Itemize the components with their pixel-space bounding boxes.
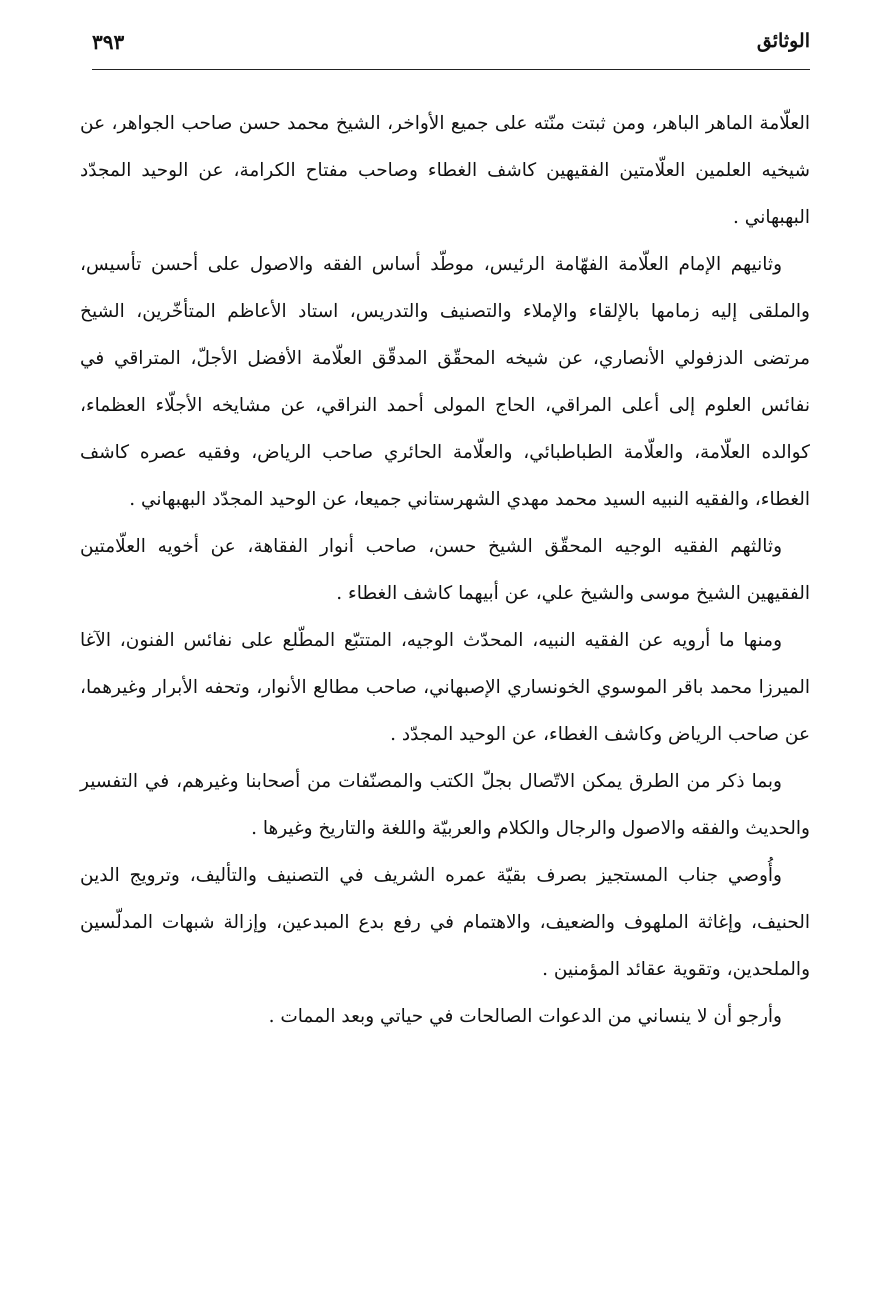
body-text xyxy=(80,100,810,1040)
paragraph-6: وأُوصي جناب المستجيز بصرف بقيّة عمره الشريف في التصنيف والتأليف، وترويج الدين الحنيف، وإغاثة الملهوف والضعيف، والاهتمام في رفع بدع المبدعين، وإزالة شبهات المدلّسين والملحدين، وتقوية عقائد المؤمنين . xyxy=(80,865,810,980)
page-header xyxy=(92,26,810,70)
paragraph-3: وثالثهم الفقيه الوجيه المحقّق الشيخ حسن، صاحب أنوار الفقاهة، عن أخويه العلّامتين الفقيهين الشيخ موسى والشيخ علي، عن أبيهما كاشف الغطاء . xyxy=(80,536,810,604)
paragraph-4: ومنها ما أرويه عن الفقيه النبيه، المحدّث الوجيه، المتتبّع المطّلع على نفائس الفنون، الآغا الميرزا محمد باقر الموسوي الخونساري الإصبهاني، صاحب مطالع الأنوار، وتحفه الأبرار وغيرهما، عن صاحب الرياض وكاشف الغطاء، عن الوحيد المجدّد . xyxy=(80,630,810,745)
paragraph-1: العلّامة الماهر الباهر، ومن ثبتت منّته على جميع الأواخر، الشيخ محمد حسن صاحب الجواهر، عن شيخيه العلمين العلّامتين الفقيهين كاشف الغطاء وصاحب مفتاح الكرامة، عن الوحيد المجدّد البهبهاني . xyxy=(80,113,810,228)
paragraph-2: وثانيهم الإمام العلّامة الفهّامة الرئيس، موطّد أساس الفقه والاصول على أحسن تأسيس، والملقى إليه زمامها بالإلقاء والإملاء والتصنيف والتدريس، استاد الأعاظم المتأخّرين، الشيخ مرتضى الدزفولي الأنصاري، عن شيخه المحقّق المدقّق العلّامة الأفضل الأجلّ، المتراقي في نفائس العلوم إلى أعلى المراقي، الحاج المولى أحمد النراقي، عن مشايخه الأجلّاء العظماء، كوالده العلّامة، والعلّامة الطباطبائي، والعلّامة الحائري صاحب الرياض، وفقيه عصره كاشف الغطاء، والفقيه النبيه السيد محمد مهدي الشهرستاني جميعا، عن الوحيد المجدّد البهبهاني . xyxy=(80,254,810,510)
paragraph-5: وبما ذكر من الطرق يمكن الاتّصال بجلّ الكتب والمصنّفات من أصحابنا وغيرهم، في التفسير والحديث والفقه والاصول والرجال والكلام والعربيّة واللغة والتاريخ وغيرها . xyxy=(80,771,810,839)
page-number: ٣٩٣ xyxy=(92,30,125,54)
running-title: الوثائق xyxy=(756,30,810,52)
header-divider xyxy=(92,69,810,70)
paragraph-7: وأرجو أن لا ينساني من الدعوات الصالحات في حياتي وبعد الممات . xyxy=(268,1006,782,1027)
